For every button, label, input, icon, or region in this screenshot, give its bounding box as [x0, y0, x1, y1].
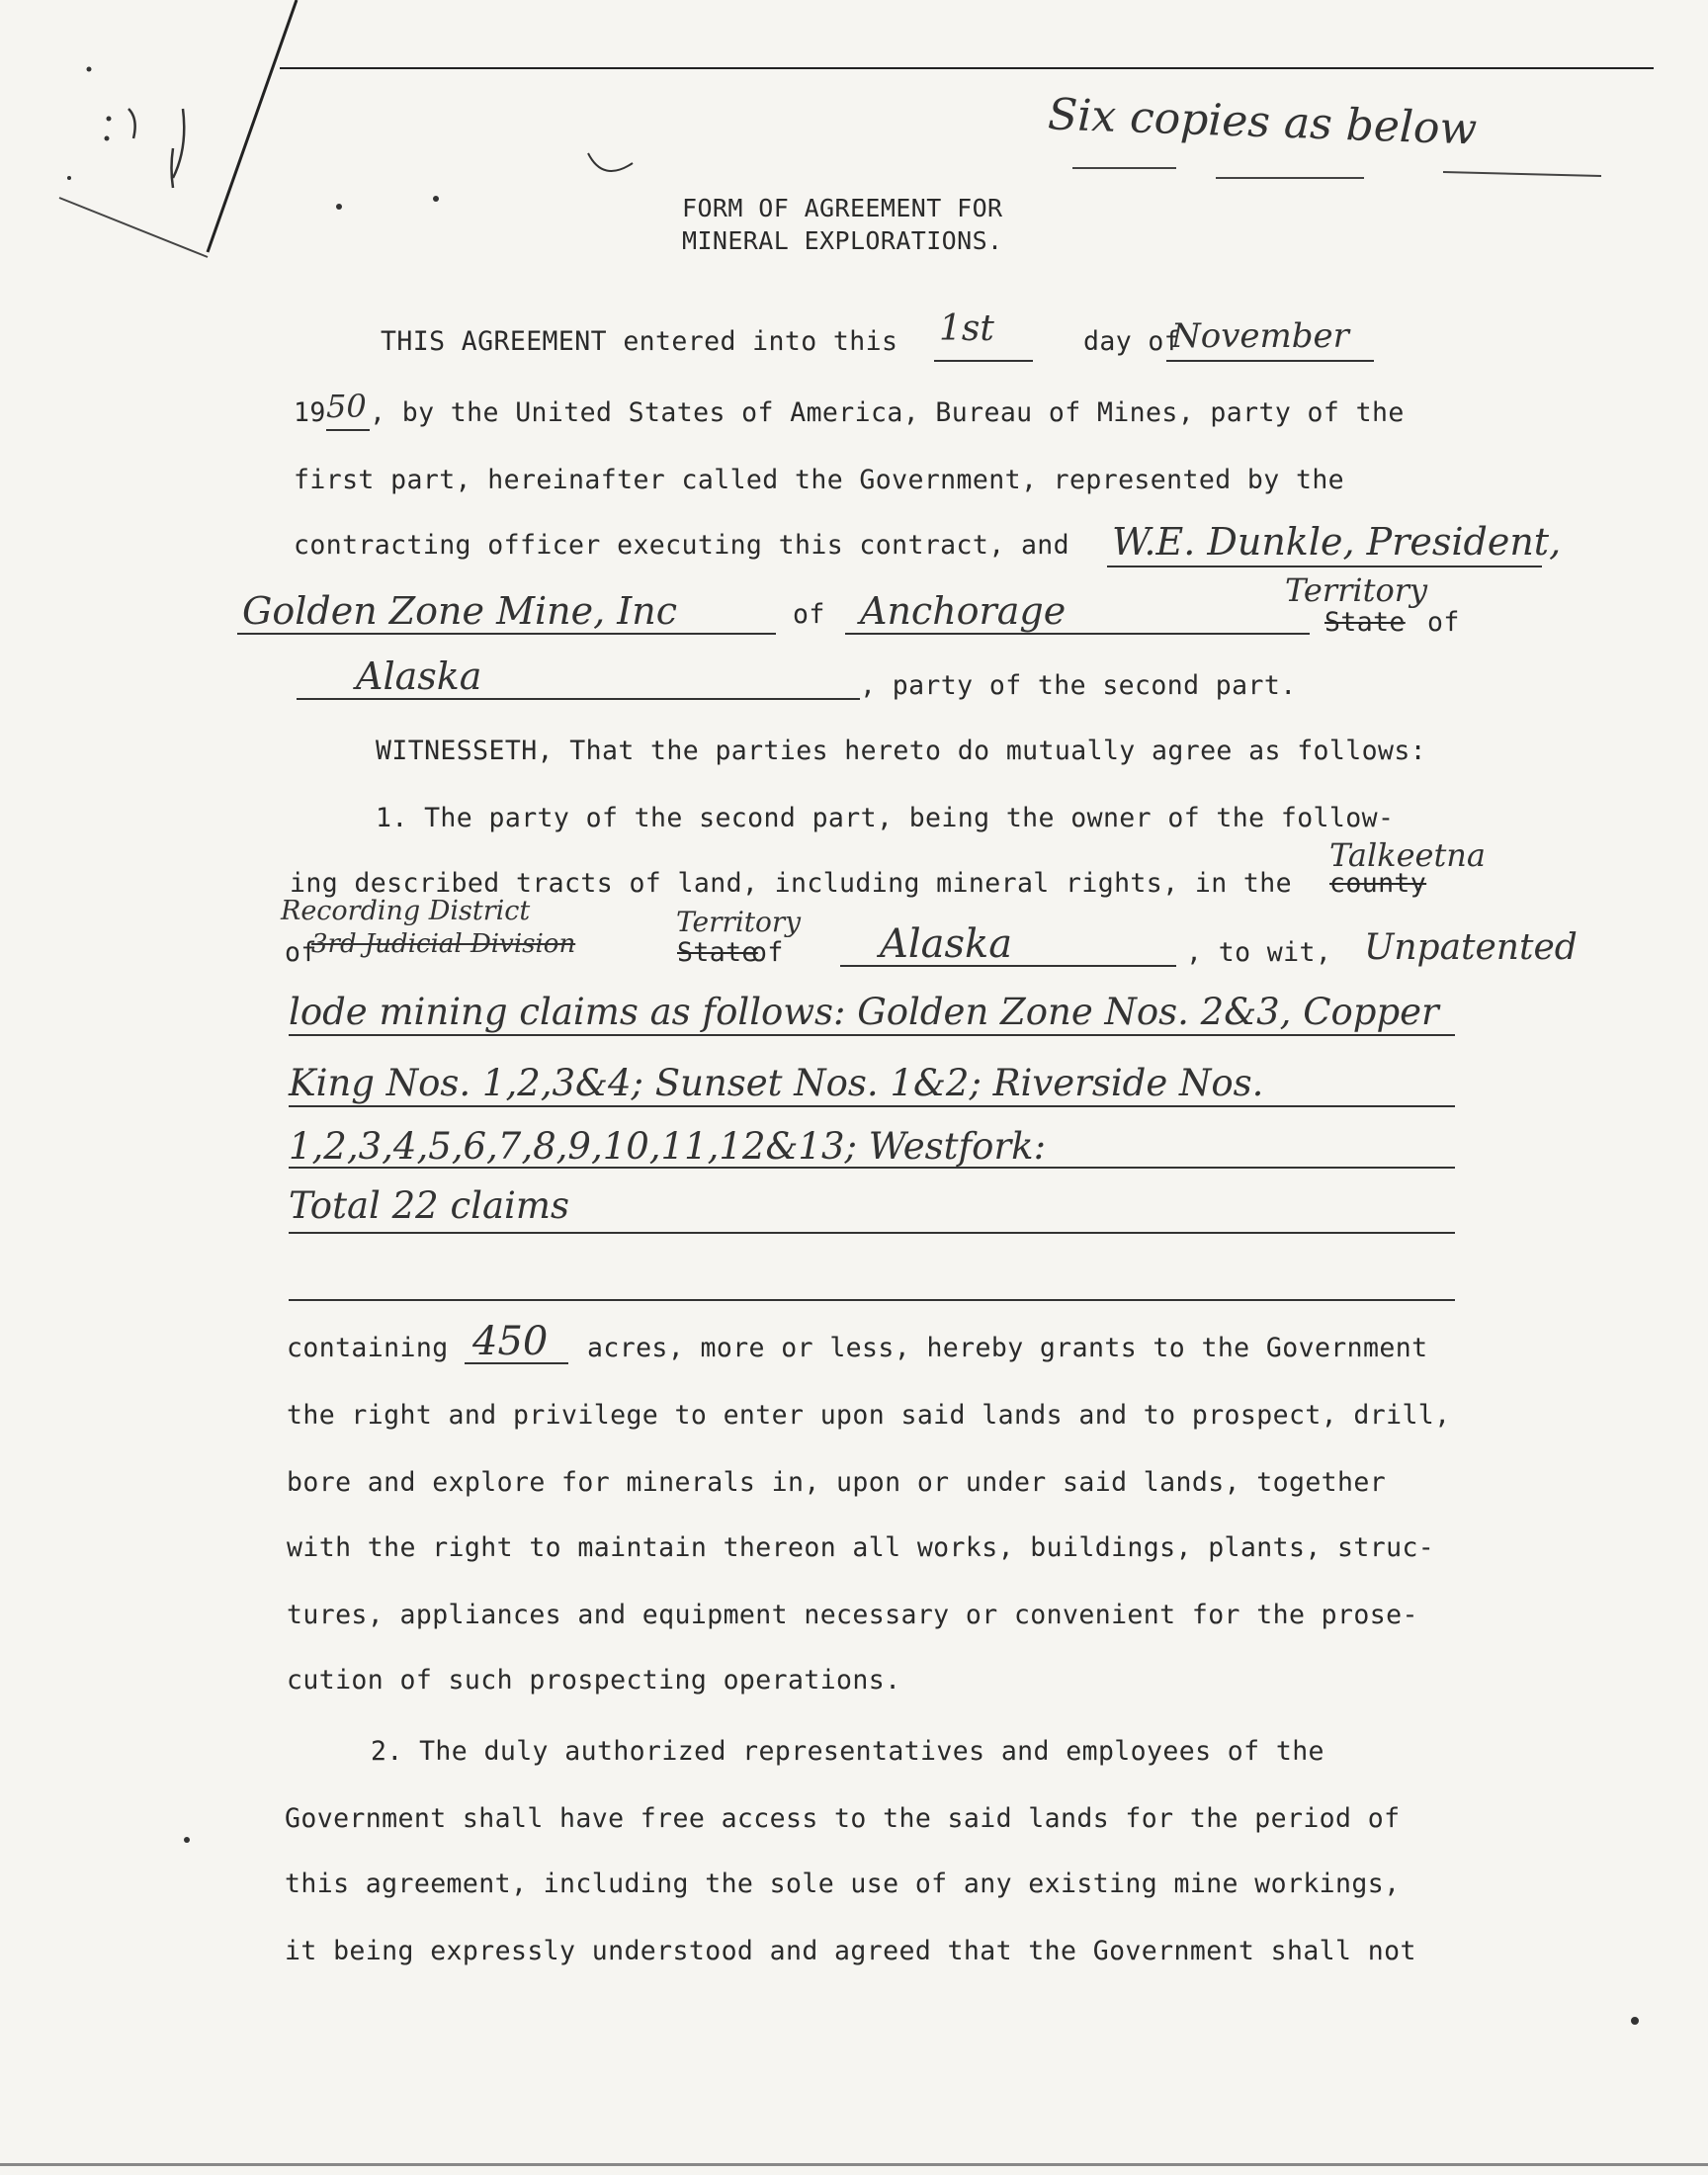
clause1-territory-insert: Territory: [676, 906, 802, 938]
clause1-body-4: cution of such prospecting operations.: [287, 1665, 901, 1696]
claims-line-0: Unpatented: [1364, 927, 1578, 968]
territory-insert: Territory: [1285, 571, 1428, 609]
claims-line-2: King Nos. 1,2,3&4; Sunset Nos. 1&2; Riverside Nos.: [289, 1062, 1264, 1104]
clause1-state-struck: State: [677, 937, 758, 968]
district-insert: Recording District: [281, 896, 531, 926]
division-value: 3rd Judicial Division: [311, 929, 576, 959]
county-insert: Talkeetna: [1329, 836, 1486, 874]
clause1-state-line: [840, 965, 1176, 967]
claims-rule-2: [289, 1105, 1455, 1107]
of-label: of: [793, 599, 825, 630]
clause2-line-3: it being expressly understood and agreed that the Government shall not: [285, 1936, 1416, 1966]
agreement-line3: first part, hereinafter called the Government, represented by the: [294, 465, 1345, 495]
clause1-body-1: bore and explore for minerals in, upon or under said lands, together: [287, 1467, 1387, 1498]
year-field-line: [326, 429, 370, 431]
witnesseth: WITNESSETH, That the parties hereto do mutually agree as follows:: [376, 736, 1427, 766]
acres-value: 450: [472, 1319, 549, 1364]
city-value: Anchorage: [860, 589, 1067, 633]
pencil-check-mark: [583, 148, 642, 188]
acres-line: [465, 1362, 568, 1364]
to-wit: , to wit,: [1186, 937, 1332, 968]
clause1-of-2: of: [751, 937, 784, 968]
city-line: [845, 633, 1310, 635]
document-title-line1: FORM OF AGREEMENT FOR: [682, 194, 1003, 222]
claims-line-3: 1,2,3,4,5,6,7,8,9,10,11,12&13; Westfork:: [289, 1125, 1047, 1168]
party-second: , party of the second part.: [860, 670, 1297, 701]
agreement-line4: contracting officer executing this contract, and: [294, 530, 1070, 561]
clause1-of: of: [285, 937, 317, 968]
agreement-line2: , by the United States of America, Bureau of Mines, party of the: [370, 397, 1405, 428]
header-note-underline: [1068, 158, 1621, 188]
stray-mark: [1631, 2017, 1639, 2025]
clause1-state-value: Alaska: [880, 921, 1013, 967]
handwritten-header-note: Six copies as below: [1047, 89, 1478, 155]
state-struck: State: [1324, 607, 1406, 638]
bottom-edge-line: [0, 2163, 1708, 2166]
agreement-intro: THIS AGREEMENT entered into this: [381, 326, 898, 357]
of-label-2: of: [1427, 607, 1460, 638]
day-field-value: 1st: [939, 308, 994, 349]
acres-rest: acres, more or less, hereby grants to the Government: [587, 1333, 1428, 1363]
stray-dot: [184, 1837, 190, 1843]
year-prefix: 19: [294, 397, 326, 428]
party-name-line: [1107, 566, 1542, 567]
state-value: Alaska: [356, 654, 482, 698]
clause1-body-2: with the right to maintain thereon all works, buildings, plants, struc-: [287, 1532, 1435, 1563]
stray-dot: [433, 196, 439, 202]
document-title-line2: MINERAL EXPLORATIONS.: [682, 226, 1003, 255]
company-line: [237, 633, 776, 635]
containing-label: containing: [287, 1333, 449, 1363]
month-field-line: [1166, 360, 1374, 362]
claims-rule-1: [289, 1034, 1455, 1036]
claims-rule-4: [289, 1232, 1455, 1234]
clause2-line-0: 2. The duly authorized representatives and employees of the: [371, 1736, 1324, 1767]
county-struck: county: [1329, 868, 1427, 899]
company-value: Golden Zone Mine, Inc: [242, 589, 678, 633]
claims-line-1: lode mining claims as follows: Golden Zone Nos. 2&3, Copper: [289, 991, 1439, 1033]
claims-rule-5: [289, 1299, 1455, 1301]
clause2-line-1: Government shall have free access to the said lands for the period of: [285, 1803, 1401, 1834]
top-frame-line: [280, 67, 1654, 69]
claims-rule-3: [289, 1167, 1455, 1169]
clause1-line2: ing described tracts of land, including mineral rights, in the: [290, 868, 1292, 899]
year-field-value: 50: [326, 388, 367, 425]
month-field-value: November: [1171, 316, 1349, 356]
clause1-body-3: tures, appliances and equipment necessary or convenient for the prose-: [287, 1600, 1418, 1630]
agreement-day-of: day of: [1083, 326, 1181, 357]
claims-line-4: Total 22 claims: [289, 1184, 569, 1227]
corner-pencil-marks: [0, 0, 326, 287]
clause1-line1: 1. The party of the second part, being the owner of the follow-: [376, 803, 1395, 833]
party-name-value: W.E. Dunkle, President,: [1112, 520, 1562, 564]
state-line: [297, 698, 860, 700]
day-field-line: [934, 360, 1033, 362]
clause2-line-2: this agreement, including the sole use of any existing mine workings,: [285, 1869, 1401, 1899]
clause1-body-0: the right and privilege to enter upon said lands and to prospect, drill,: [287, 1400, 1451, 1431]
stray-dot: [336, 204, 342, 210]
